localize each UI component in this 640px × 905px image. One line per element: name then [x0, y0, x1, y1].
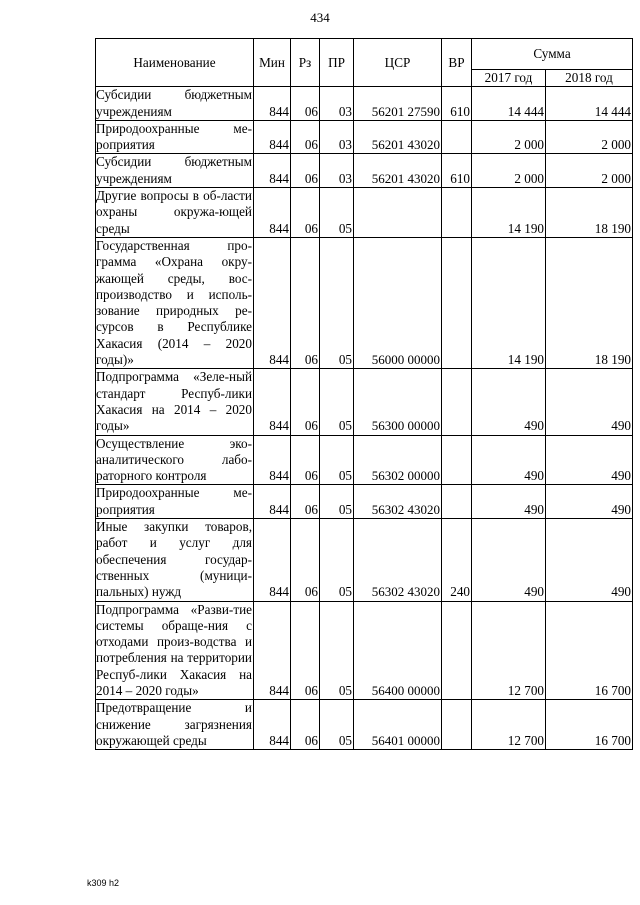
table-row — [96, 700, 633, 750]
cell-y2017: 14 444 — [472, 87, 546, 121]
cell-min: 844 — [254, 519, 291, 601]
cell-pr: 03 — [320, 120, 354, 154]
cell-csr: 56201 27590 — [354, 87, 442, 121]
cell-y2017: 490 — [472, 485, 546, 519]
table-row — [96, 237, 633, 368]
cell-min: 844 — [254, 369, 291, 435]
cell-rz: 06 — [291, 601, 320, 700]
cell-vr: 610 — [442, 154, 472, 188]
cell-vr — [442, 435, 472, 485]
cell-y2018: 490 — [546, 369, 633, 435]
cell-min: 844 — [254, 237, 291, 368]
cell-rz: 06 — [291, 485, 320, 519]
cell-pr: 05 — [320, 237, 354, 368]
cell-pr: 05 — [320, 369, 354, 435]
table-row — [96, 154, 633, 188]
header-rz: Рз — [291, 39, 320, 87]
cell-csr: 56300 00000 — [354, 369, 442, 435]
cell-min: 844 — [254, 601, 291, 700]
cell-name: Осуществление эко-аналитического лабо-раторного контроля — [96, 435, 252, 484]
cell-vr — [442, 237, 472, 368]
cell-csr: 56201 43020 — [354, 154, 442, 188]
cell-rz: 06 — [291, 154, 320, 188]
cell-y2017: 490 — [472, 369, 546, 435]
cell-y2017: 2 000 — [472, 120, 546, 154]
cell-name: Подпрограмма «Разви-тие системы обраще-ния с отходами произ-водства и потребления на территории Респуб-лики Хакасия на 2014 – 2020 годы» — [96, 601, 252, 698]
cell-min: 844 — [254, 154, 291, 188]
cell-y2018: 18 190 — [546, 188, 633, 238]
cell-vr: 240 — [442, 519, 472, 601]
table-row — [96, 188, 633, 238]
cell-pr: 03 — [320, 154, 354, 188]
cell-min: 844 — [254, 700, 291, 750]
table-row — [96, 601, 633, 700]
cell-y2017: 12 700 — [472, 601, 546, 700]
cell-csr: 56302 43020 — [354, 485, 442, 519]
cell-y2018: 490 — [546, 519, 633, 601]
budget-table — [95, 38, 633, 750]
cell-name: Предотвращение и снижение загрязнения окружающей среды — [96, 700, 252, 748]
cell-y2018: 490 — [546, 485, 633, 519]
cell-rz: 06 — [291, 435, 320, 485]
cell-vr — [442, 188, 472, 238]
header-2018: 2018 год — [546, 70, 633, 87]
cell-vr — [442, 120, 472, 154]
header-2017: 2017 год — [472, 70, 546, 87]
cell-rz: 06 — [291, 700, 320, 750]
cell-pr: 05 — [320, 601, 354, 700]
cell-y2018: 14 444 — [546, 87, 633, 121]
cell-y2017: 490 — [472, 435, 546, 485]
cell-vr: 610 — [442, 87, 472, 121]
cell-csr: 56302 43020 — [354, 519, 442, 601]
cell-y2018: 490 — [546, 435, 633, 485]
cell-name: Иные закупки товаров, работ и услуг для обеспечения государ-ственных (муници-пальных) нужд — [96, 519, 252, 600]
header-pr: ПР — [320, 39, 354, 87]
cell-min: 844 — [254, 485, 291, 519]
cell-name: Государственная про-грамма «Охрана окру-жающей среды, вос-производство и исполь-зование природных ре-сурсов в Республике Хакасия (2014 – 2020 годы)» — [96, 237, 252, 368]
cell-vr — [442, 369, 472, 435]
cell-min: 844 — [254, 188, 291, 238]
cell-csr: 56302 00000 — [354, 435, 442, 485]
cell-name: Подпрограмма «Зеле-ный стандарт Респуб-лики Хакасия на 2014 – 2020 годы» — [96, 369, 252, 434]
cell-name: Субсидии бюджетным учреждениям — [96, 87, 252, 119]
header-csr: ЦСР — [354, 39, 442, 87]
cell-csr — [354, 188, 442, 238]
cell-name: Другие вопросы в об-ласти охраны окружа-ющей среды — [96, 188, 252, 236]
cell-y2017: 490 — [472, 519, 546, 601]
cell-pr: 05 — [320, 485, 354, 519]
header-vr: ВР — [442, 39, 472, 87]
table-row — [96, 485, 633, 519]
cell-pr: 05 — [320, 188, 354, 238]
cell-y2018: 16 700 — [546, 700, 633, 750]
cell-min: 844 — [254, 435, 291, 485]
cell-y2018: 2 000 — [546, 120, 633, 154]
cell-rz: 06 — [291, 519, 320, 601]
table-row — [96, 369, 633, 435]
table-row — [96, 435, 633, 485]
footer-code: k309 h2 — [87, 878, 120, 888]
cell-rz: 06 — [291, 87, 320, 121]
cell-y2017: 2 000 — [472, 154, 546, 188]
cell-vr — [442, 601, 472, 700]
cell-min: 844 — [254, 120, 291, 154]
cell-pr: 05 — [320, 435, 354, 485]
cell-rz: 06 — [291, 237, 320, 368]
cell-csr: 56400 00000 — [354, 601, 442, 700]
cell-csr: 56000 00000 — [354, 237, 442, 368]
cell-vr — [442, 700, 472, 750]
cell-y2018: 16 700 — [546, 601, 633, 700]
cell-name: Субсидии бюджетным учреждениям — [96, 154, 252, 186]
table-row — [96, 87, 633, 121]
table-row — [96, 120, 633, 154]
cell-y2018: 2 000 — [546, 154, 633, 188]
cell-y2017: 14 190 — [472, 237, 546, 368]
cell-rz: 06 — [291, 120, 320, 154]
cell-y2017: 12 700 — [472, 700, 546, 750]
header-name: Наименование — [96, 39, 254, 87]
cell-pr: 03 — [320, 87, 354, 121]
cell-vr — [442, 485, 472, 519]
cell-csr: 56201 43020 — [354, 120, 442, 154]
cell-name: Природоохранные ме-роприятия — [96, 485, 252, 517]
table-row — [96, 519, 633, 601]
cell-rz: 06 — [291, 369, 320, 435]
table-body — [96, 87, 633, 750]
header-min: Мин — [254, 39, 291, 87]
cell-y2018: 18 190 — [546, 237, 633, 368]
cell-pr: 05 — [320, 700, 354, 750]
cell-pr: 05 — [320, 519, 354, 601]
cell-min: 844 — [254, 87, 291, 121]
cell-rz: 06 — [291, 188, 320, 238]
cell-y2017: 14 190 — [472, 188, 546, 238]
cell-name: Природоохранные ме-роприятия — [96, 120, 252, 153]
header-sum: Сумма — [472, 39, 633, 70]
page-number: 434 — [310, 10, 330, 25]
cell-csr: 56401 00000 — [354, 700, 442, 750]
